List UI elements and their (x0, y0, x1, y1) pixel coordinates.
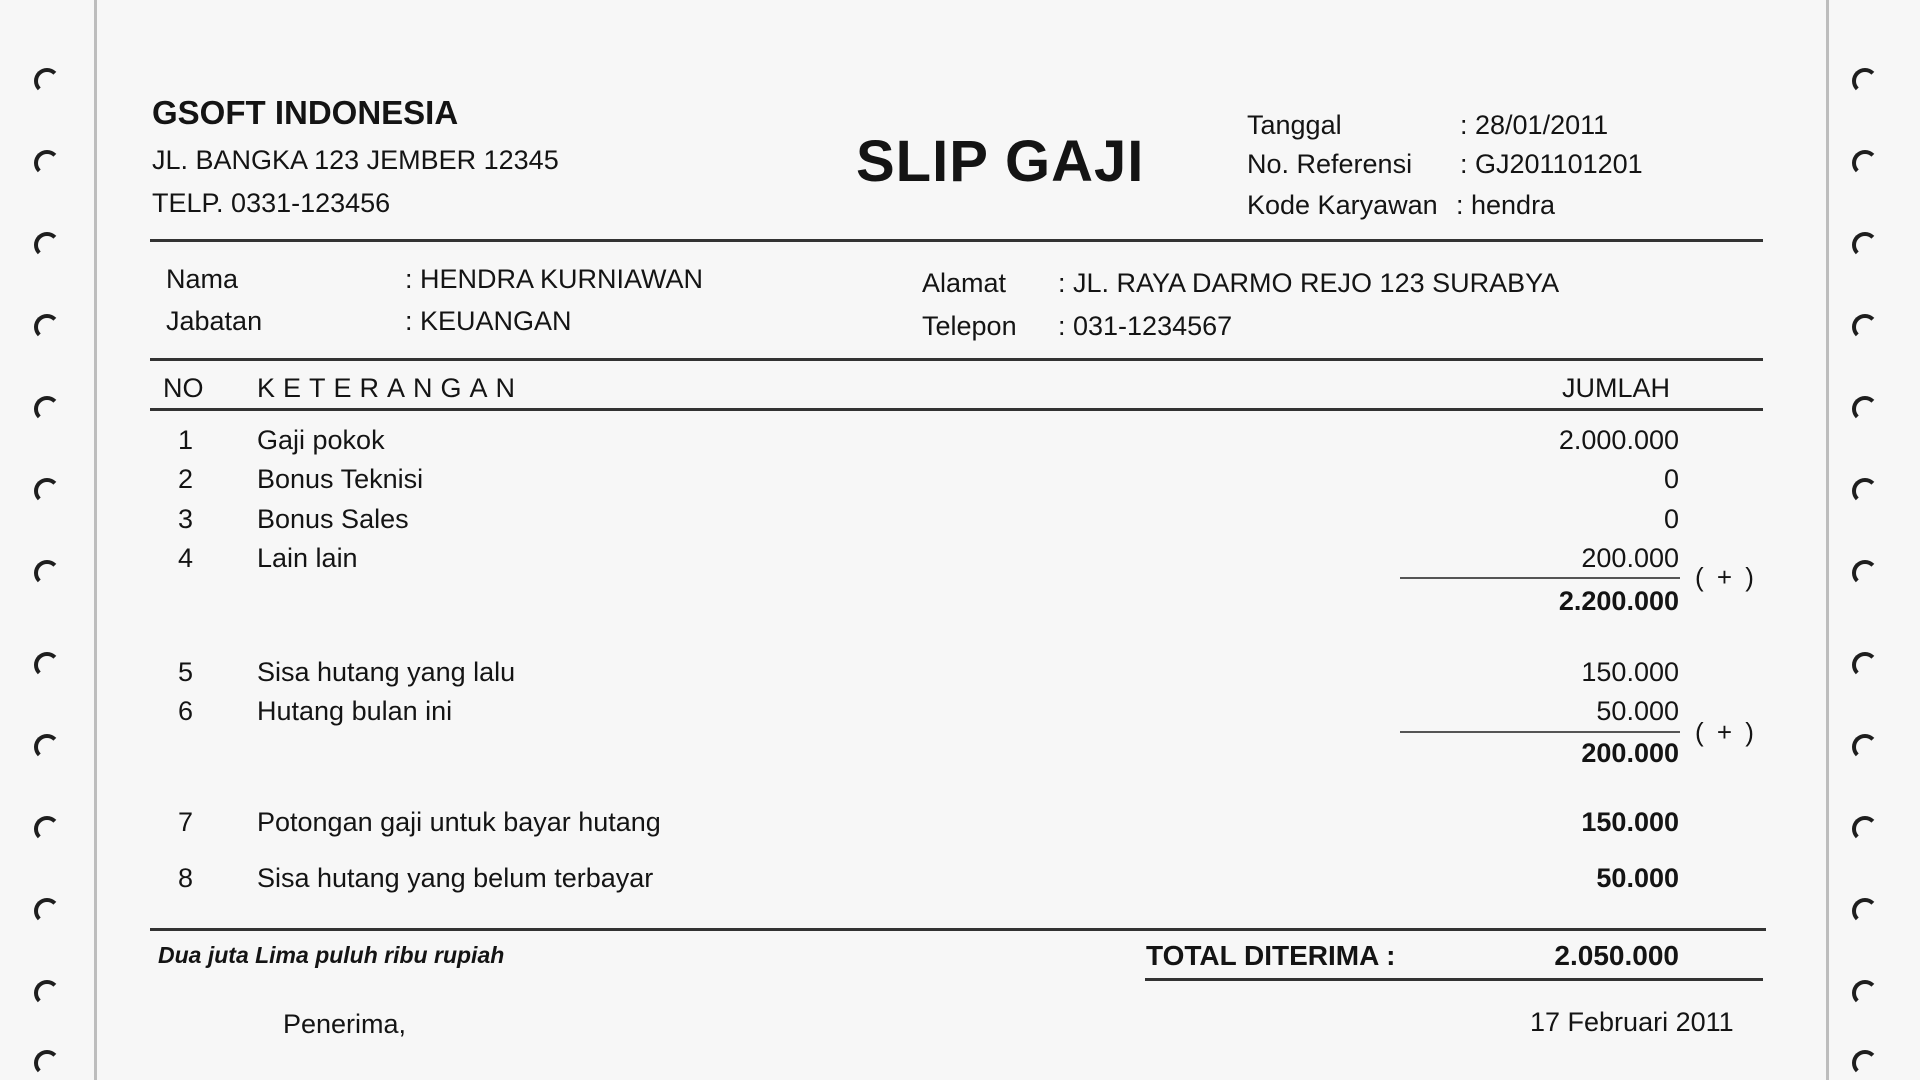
reference-label: No. Referensi (1247, 149, 1413, 179)
row-amount: 150.000 (1581, 657, 1679, 687)
reference-value: : GJ201101201 (1460, 149, 1643, 179)
row-amount: 50.000 (1596, 863, 1679, 893)
row-amount: 0 (1663, 504, 1679, 534)
row-description: Bonus Teknisi (257, 464, 424, 494)
employee-code-value: : hendra (1456, 190, 1556, 220)
row-number: 3 (178, 504, 194, 534)
plus-marker-income: ( + ) (1695, 562, 1757, 592)
signing-date: 17 Februari 2011 (1530, 1007, 1734, 1037)
column-header-description: KETERANGAN (257, 373, 524, 403)
amount-in-words: Dua juta Lima puluh ribu rupiah (158, 942, 505, 968)
employee-phone-value: : 031-1234567 (1058, 311, 1233, 341)
row-amount: 2.000.000 (1558, 425, 1679, 455)
perforation-hole (34, 478, 60, 504)
perforation-hole (1852, 314, 1878, 340)
subtotal-debt: 200.000 (1581, 738, 1679, 768)
perforation-hole (34, 734, 60, 760)
subtotal-income: 2.200.000 (1558, 586, 1679, 616)
row-amount: 150.000 (1581, 807, 1679, 837)
perforation-hole (1852, 68, 1878, 94)
row-number: 5 (178, 657, 194, 687)
date-value: : 28/01/2011 (1460, 110, 1609, 140)
perforation-hole (1852, 478, 1878, 504)
table-bottom-divider (150, 928, 1766, 931)
perforation-hole (34, 898, 60, 924)
perforation-hole (34, 1050, 60, 1076)
perforation-hole (34, 560, 60, 586)
perforation-hole (34, 232, 60, 258)
perforation-hole (1852, 396, 1878, 422)
employee-position-label: Jabatan (166, 306, 263, 336)
right-margin-line (1826, 0, 1829, 1080)
recipient-label: Penerima, (283, 1009, 407, 1039)
employee-name-value: : HENDRA KURNIAWAN (405, 264, 704, 294)
row-number: 6 (178, 696, 194, 726)
perforation-hole (34, 980, 60, 1006)
perforation-hole (1852, 816, 1878, 842)
subtotal-line-income (1400, 577, 1680, 579)
row-description: Sisa hutang yang lalu (257, 657, 516, 687)
total-value: 2.050.000 (1554, 940, 1679, 971)
column-header-amount: JUMLAH (1562, 373, 1671, 403)
left-margin-line (94, 0, 97, 1080)
perforation-hole (34, 816, 60, 842)
perforation-hole (1852, 980, 1878, 1006)
table-header-divider (150, 408, 1763, 411)
row-amount: 0 (1663, 464, 1679, 494)
row-number: 4 (178, 543, 194, 573)
row-number: 1 (178, 425, 194, 455)
perforation-hole (34, 150, 60, 176)
row-number: 2 (178, 464, 194, 494)
row-number: 8 (178, 863, 194, 893)
employee-code-label: Kode Karyawan (1247, 190, 1438, 220)
perforation-hole (1852, 150, 1878, 176)
document-title: SLIP GAJI (856, 129, 1145, 194)
total-label: TOTAL DITERIMA : (1146, 940, 1396, 971)
row-description: Sisa hutang yang belum terbayar (257, 863, 654, 893)
row-description: Potongan gaji untuk bayar hutang (257, 807, 661, 837)
perforation-hole (1852, 232, 1878, 258)
row-description: Lain lain (257, 543, 358, 573)
perforation-hole (1852, 734, 1878, 760)
employee-name-label: Nama (166, 264, 239, 294)
company-name: GSOFT INDONESIA (152, 94, 459, 131)
total-underline (1145, 978, 1763, 981)
company-address: JL. BANGKA 123 JEMBER 12345 (152, 145, 559, 175)
perforation-hole (1852, 652, 1878, 678)
subtotal-line-debt (1400, 731, 1680, 733)
employee-position-value: : KEUANGAN (405, 306, 572, 336)
row-amount: 50.000 (1596, 696, 1679, 726)
perforation-hole (34, 68, 60, 94)
date-label: Tanggal (1247, 110, 1342, 140)
row-description: Hutang bulan ini (257, 696, 453, 726)
column-header-no: NO (163, 373, 204, 403)
perforation-hole (1852, 898, 1878, 924)
perforation-hole (1852, 560, 1878, 586)
plus-marker-debt: ( + ) (1695, 717, 1757, 747)
employee-address-value: : JL. RAYA DARMO REJO 123 SURABYA (1058, 268, 1560, 298)
perforation-hole (34, 314, 60, 340)
info-divider (150, 358, 1763, 361)
perforation-hole (1852, 1050, 1878, 1076)
row-description: Bonus Sales (257, 504, 409, 534)
row-description: Gaji pokok (257, 425, 385, 455)
row-number: 7 (178, 807, 194, 837)
perforation-hole (34, 396, 60, 422)
perforation-hole (34, 652, 60, 678)
header-divider (150, 239, 1763, 242)
row-amount: 200.000 (1581, 543, 1679, 573)
company-phone: TELP. 0331-123456 (152, 188, 391, 218)
employee-address-label: Alamat (922, 268, 1007, 298)
employee-phone-label: Telepon (922, 311, 1017, 341)
